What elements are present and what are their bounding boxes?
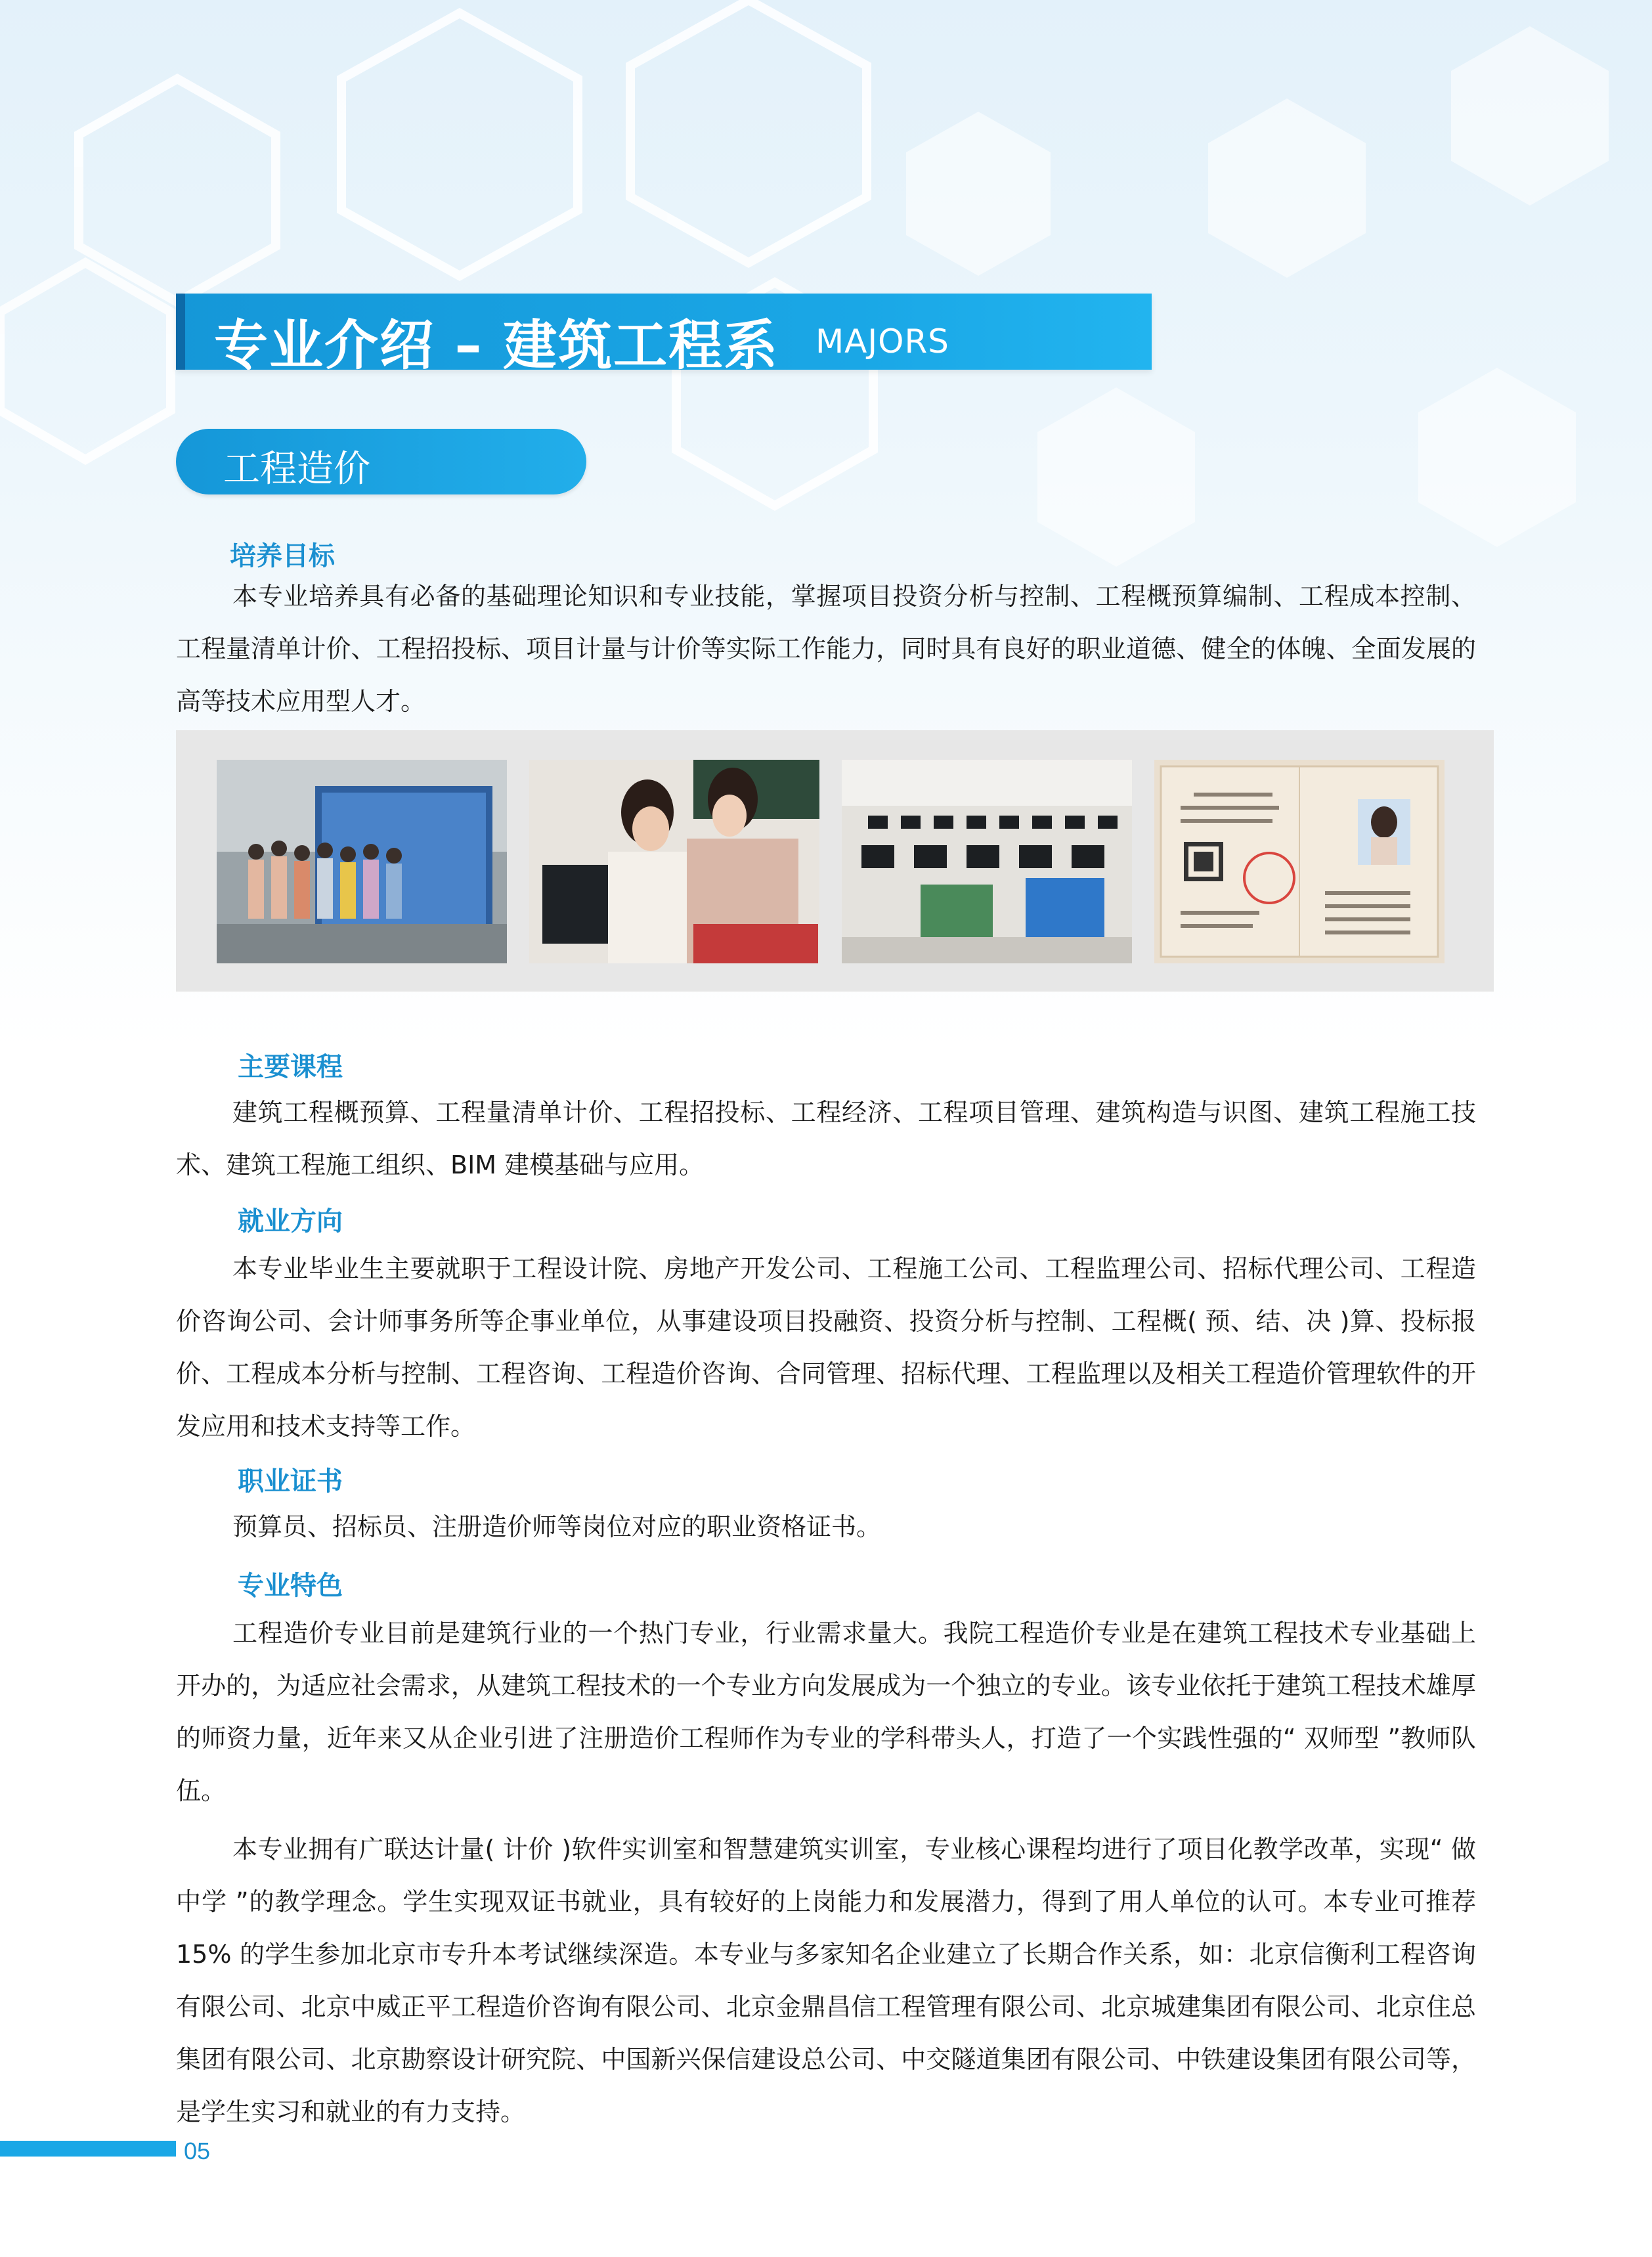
page-title-banner [176, 294, 1152, 377]
section-title: 工程造价 [223, 448, 370, 491]
group-photo [217, 760, 507, 963]
page-title: 专业介绍 – 建筑工程系 [214, 315, 779, 377]
paragraph-courses: 建筑工程概预算、工程量清单计价、工程招投标、工程经济、工程项目管理、建筑构造与识图、建筑工程施工技术、建筑工程施工组织、BIM 建模基础与应用。 [176, 1098, 1476, 1179]
footer-accent-bar [0, 2141, 176, 2157]
banner-edge [176, 294, 185, 370]
page-title-en: MAJORS [815, 322, 949, 361]
classroom-photo [529, 760, 819, 963]
heading-certs: 职业证书 [238, 1466, 343, 1497]
paragraph-goal: 本专业培养具有必备的基础理论知识和专业技能，掌握项目投资分析与控制、工程概预算编制、工程成本控制、工程量清单计价、工程招投标、项目计量与计价等实际工作能力，同时具有良好的职业道德、健全的体魄、全面发展的高等技术应用型人才。 [176, 582, 1476, 716]
paragraph-jobs: 本专业毕业生主要就职于工程设计院、房地产开发公司、工程施工公司、工程监理公司、招标代理公司、工程造价咨询公司、会计师事务所等企事业单位，从事建设项目投融资、投资分析与控制、工程概( 预、结、决 )算、投标报价、工程成本分析与控制、工程咨询、工程造价咨询、合同管理、招标代理、工程监理以及相关工程造价管理软件的开发应用和技术支持等工作。 [176, 1254, 1476, 1441]
computer-lab-photo [842, 760, 1132, 963]
paragraph-certs: 预算员、招标员、注册造价师等岗位对应的职业资格证书。 [232, 1512, 882, 1541]
section-label [176, 429, 586, 494]
heading-features: 专业特色 [238, 1571, 343, 1601]
paragraph-features-1: 工程造价专业目前是建筑行业的一个热门专业，行业需求量大。我院工程造价专业是在建筑工程技术专业基础上开办的，为适应社会需求，从建筑工程技术的一个专业方向发展成为一个独立的专业。该专业依托于建筑工程技术雄厚的师资力量，近年来又从企业引进了注册造价工程师作为专业的学科带头人，打造了一个实践性强的“ 双师型 ”教师队伍。 [176, 1619, 1476, 1805]
heading-jobs: 就业方向 [238, 1206, 343, 1237]
certificate-photo [1154, 760, 1445, 963]
heading-goal: 培养目标 [230, 541, 335, 571]
paragraph-features-2: 本专业拥有广联达计量( 计价 )软件实训室和智慧建筑实训室，专业核心课程均进行了项目化教学改革，实现“ 做中学 ”的教学理念。学生实现双证书就业，具有较好的上岗能力和发展潜力，得到了用人单位的认可。本专业可推荐 15% 的学生参加北京市专升本考试继续深造。本专业与多家知名企业建立了长期合作关系，如：北京信衡利工程咨询有限公司、北京中威正平工程造价咨询有限公司、北京金鼎昌信工程管理有限公司、北京城建集团有限公司、北京住总集团有限公司、北京勘察设计研究院、中国新兴保信建设总公司、中交隧道集团有限公司、中铁建设集团有限公司等，是学生实习和就业的有力支持。 [176, 1835, 1476, 2126]
photo-strip [176, 730, 1494, 992]
heading-courses: 主要课程 [238, 1052, 343, 1082]
page-number: 05 [184, 2137, 211, 2164]
